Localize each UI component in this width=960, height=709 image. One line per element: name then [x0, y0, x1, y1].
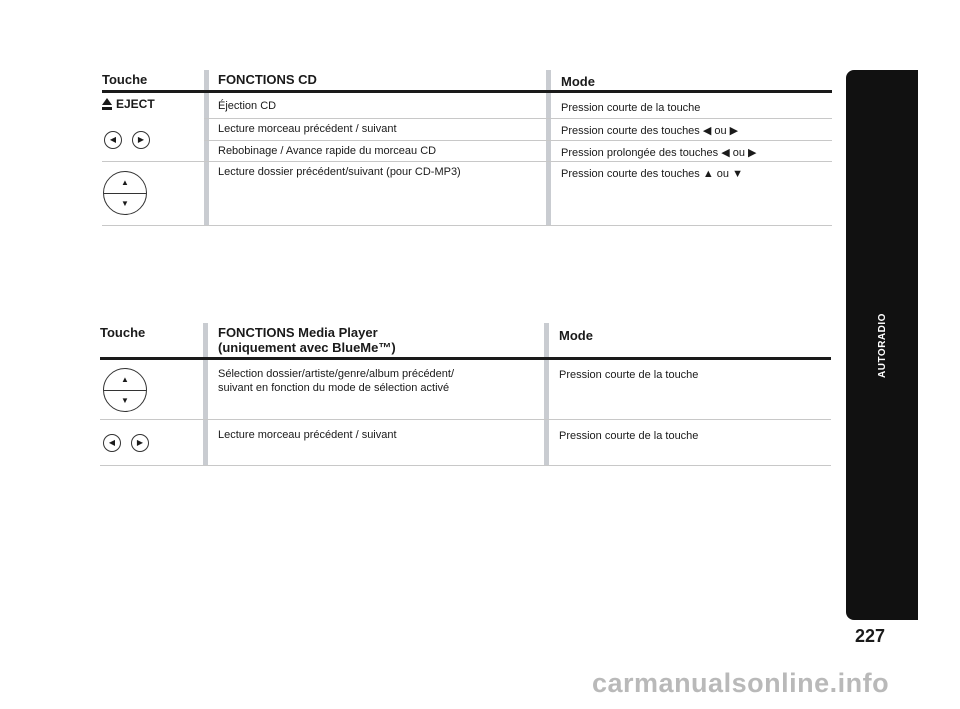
up-down-key [103, 171, 147, 215]
footer-watermark: carmanualsonline.info [592, 668, 890, 698]
left-arrow-icon: ◀ [104, 131, 122, 149]
mode-text: Pression courte de la touche [561, 102, 701, 114]
row-divider [100, 419, 831, 420]
row-divider [204, 118, 832, 119]
eject-label: EJECT [116, 97, 155, 111]
page-number: 227 [855, 626, 886, 646]
mode-text: Pression courte de la touche [559, 369, 699, 381]
column-divider [204, 70, 209, 226]
fonction-text: Lecture dossier précédent/suivant (pour CD-MP3) [218, 166, 461, 178]
header-rule [102, 90, 832, 93]
mode-text: Pression courte de la touche [559, 430, 699, 442]
fonction-text-line2: suivant en fonction du mode de sélection activé [218, 382, 450, 394]
fonction-text: Lecture morceau précédent / suivant [218, 429, 397, 441]
section-tab-label: AUTORADIO [876, 312, 888, 378]
col-header-touche: Touche [102, 72, 148, 87]
section-tab [846, 70, 918, 620]
mode-text: Pression prolongée des touches ◀ ou ▶ [561, 147, 757, 159]
row-divider [204, 140, 832, 141]
column-divider [203, 323, 208, 465]
mode-text: Pression courte des touches ▲ ou ▼ [561, 168, 743, 180]
table-bottom-rule [100, 465, 831, 466]
right-arrow-icon: ▶ [131, 434, 149, 452]
col-header-fonctions [218, 325, 396, 355]
header-rule [100, 357, 831, 360]
fonction-text: Rebobinage / Avance rapide du morceau CD [218, 145, 437, 157]
fonction-text: Éjection CD [218, 100, 277, 112]
col-header-fonctions-line1: FONCTIONS Media Player [218, 325, 378, 340]
column-divider [546, 70, 551, 226]
prev-next-keys [103, 434, 149, 452]
up-arrow-icon: ▲ [121, 178, 129, 187]
up-arrow-icon: ▲ [121, 375, 129, 384]
prev-next-keys [104, 131, 150, 149]
col-header-fonctions: FONCTIONS CD [218, 72, 317, 87]
col-header-mode: Mode [561, 74, 595, 89]
column-divider [544, 323, 549, 465]
col-header-touche: Touche [100, 325, 146, 340]
left-arrow-icon: ◀ [103, 434, 121, 452]
fonction-text: Lecture morceau précédent / suivant [218, 123, 397, 135]
eject-key [102, 97, 155, 111]
fonction-text [218, 367, 454, 395]
eject-icon [102, 98, 112, 110]
col-header-fonctions-line2: (uniquement avec BlueMe™) [218, 340, 396, 355]
up-down-key [103, 368, 147, 412]
col-header-mode: Mode [559, 328, 593, 343]
down-arrow-icon: ▼ [121, 396, 129, 405]
table-bottom-rule [102, 225, 832, 226]
down-arrow-icon: ▼ [121, 199, 129, 208]
right-arrow-icon: ▶ [132, 131, 150, 149]
fonction-text-line1: Sélection dossier/artiste/genre/album précédent/ [218, 368, 455, 380]
row-divider [102, 161, 832, 162]
mode-text: Pression courte des touches ◀ ou ▶ [561, 125, 739, 137]
